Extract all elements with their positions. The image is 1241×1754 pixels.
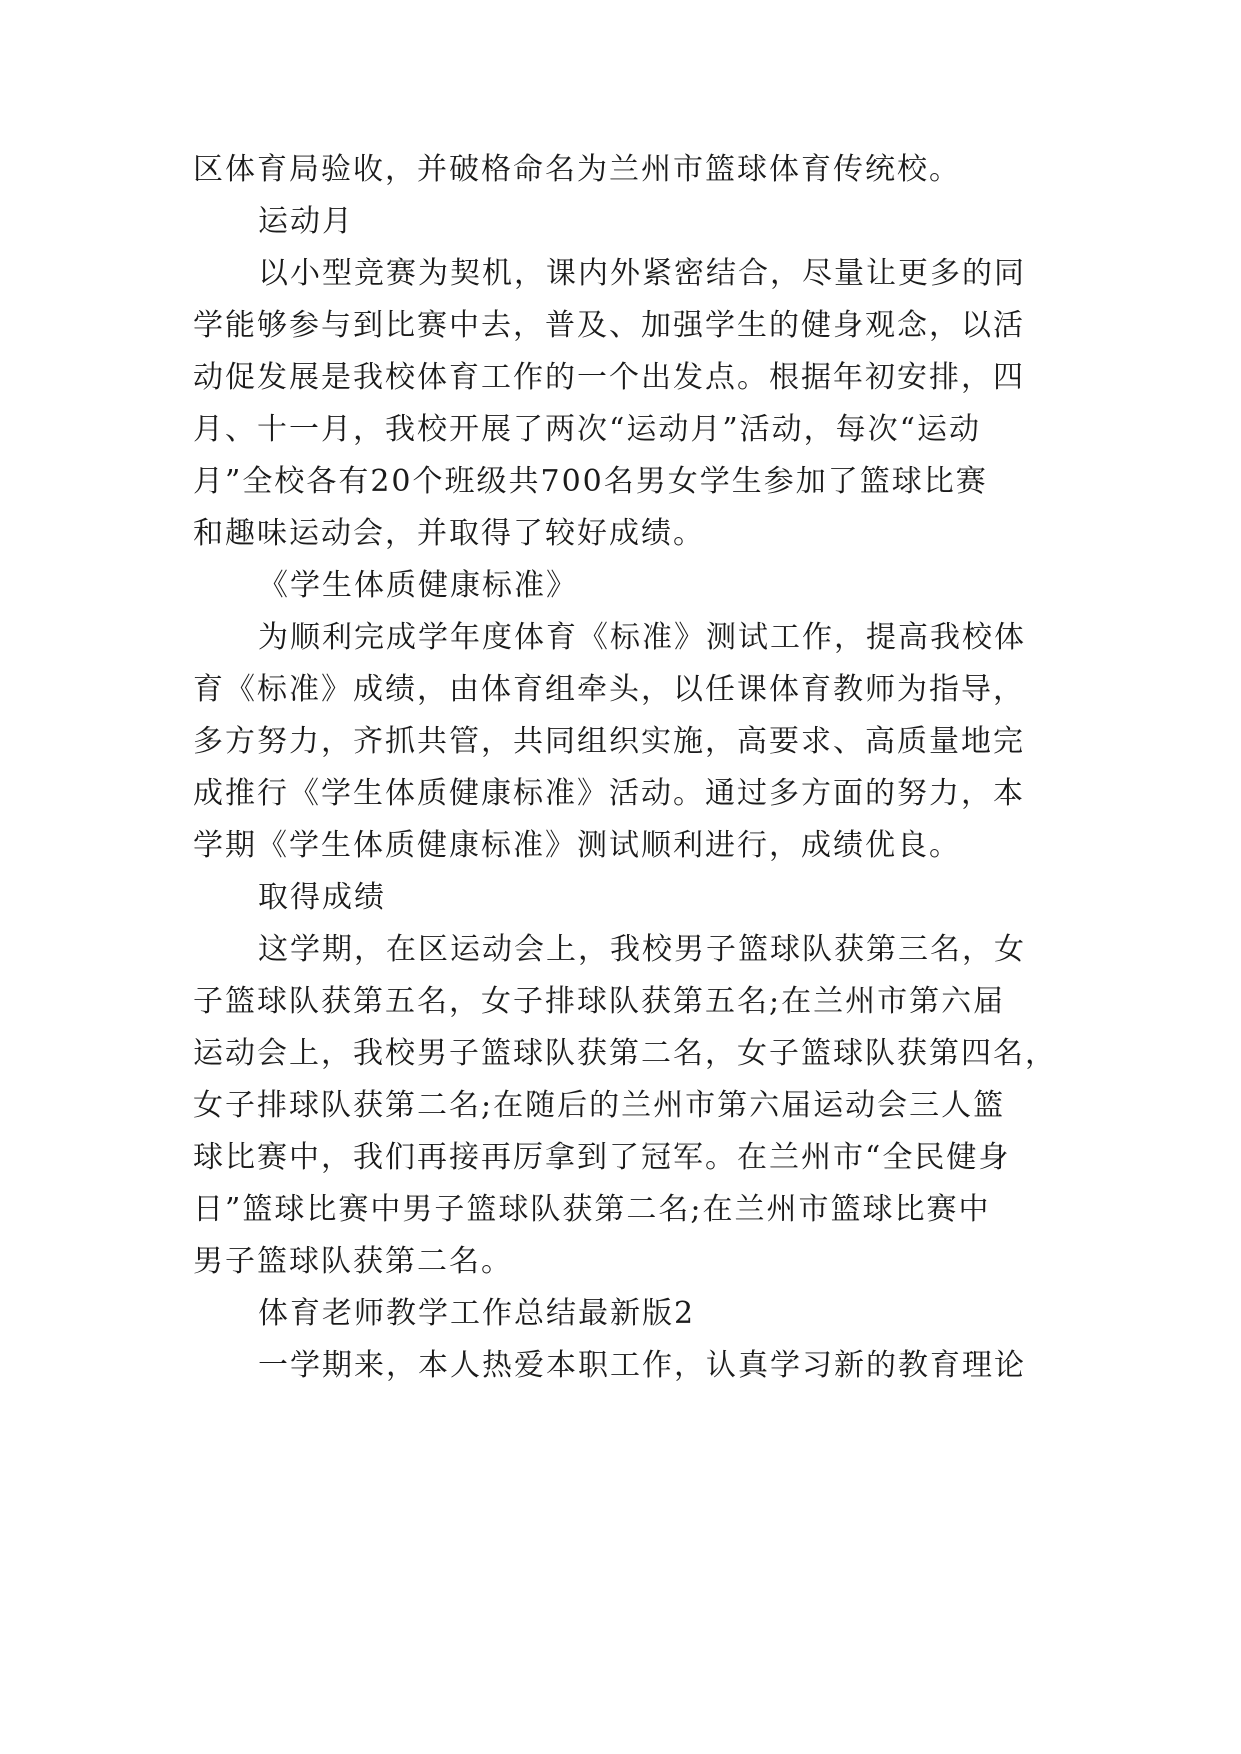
paragraph-line: 日”篮球比赛中男子篮球队获第二名;在兰州市篮球比赛中 — [193, 1192, 991, 1227]
paragraph-line: 女子排球队获第二名;在随后的兰州市第六届运动会三人篮 — [193, 1088, 1006, 1123]
paragraph-line: 月、十一月，我校开展了两次“运动月”活动，每次“运动 — [193, 412, 982, 447]
section-heading: 运动月 — [258, 204, 354, 239]
paragraph-line: 月”全校各有20个班级共700名男女学生参加了篮球比赛 — [193, 464, 988, 499]
paragraph-line: 运动会上，我校男子篮球队获第二名，女子篮球队获第四名， — [193, 1036, 1057, 1071]
paragraph-line: 学能够参与到比赛中去，普及、加强学生的健身观念，以活 — [193, 308, 1025, 343]
section-heading: 《学生体质健康标准》 — [258, 568, 578, 603]
paragraph-line: 一学期来，本人热爱本职工作，认真学习新的教育理论 — [258, 1348, 1026, 1383]
paragraph-line: 育《标准》成绩，由体育组牵头，以任课体育教师为指导， — [193, 672, 1025, 707]
paragraph-line: 区体育局验收，并破格命名为兰州市篮球体育传统校。 — [193, 152, 961, 187]
paragraph-line: 以小型竞赛为契机，课内外紧密结合，尽量让更多的同 — [258, 256, 1026, 291]
paragraph-line: 这学期，在区运动会上，我校男子篮球队获第三名，女 — [258, 932, 1026, 967]
paragraph-line: 学期《学生体质健康标准》测试顺利进行，成绩优良。 — [193, 828, 961, 863]
paragraph-line: 子篮球队获第五名，女子排球队获第五名;在兰州市第六届 — [193, 984, 1006, 1019]
paragraph-line: 多方努力，齐抓共管，共同组织实施，高要求、高质量地完 — [193, 724, 1025, 759]
paragraph-line: 球比赛中，我们再接再厉拿到了冠军。在兰州市“全民健身 — [193, 1140, 1011, 1175]
paragraph-line: 男子篮球队获第二名。 — [193, 1244, 513, 1279]
document-title: 体育老师教学工作总结最新版2 — [258, 1296, 696, 1331]
paragraph-line: 动促发展是我校体育工作的一个出发点。根据年初安排，四 — [193, 360, 1025, 395]
paragraph-line: 成推行《学生体质健康标准》活动。通过多方面的努力，本 — [193, 776, 1025, 811]
section-heading: 取得成绩 — [258, 880, 386, 915]
paragraph-line: 和趣味运动会，并取得了较好成绩。 — [193, 516, 705, 551]
paragraph-line: 为顺利完成学年度体育《标准》测试工作，提高我校体 — [258, 620, 1026, 655]
